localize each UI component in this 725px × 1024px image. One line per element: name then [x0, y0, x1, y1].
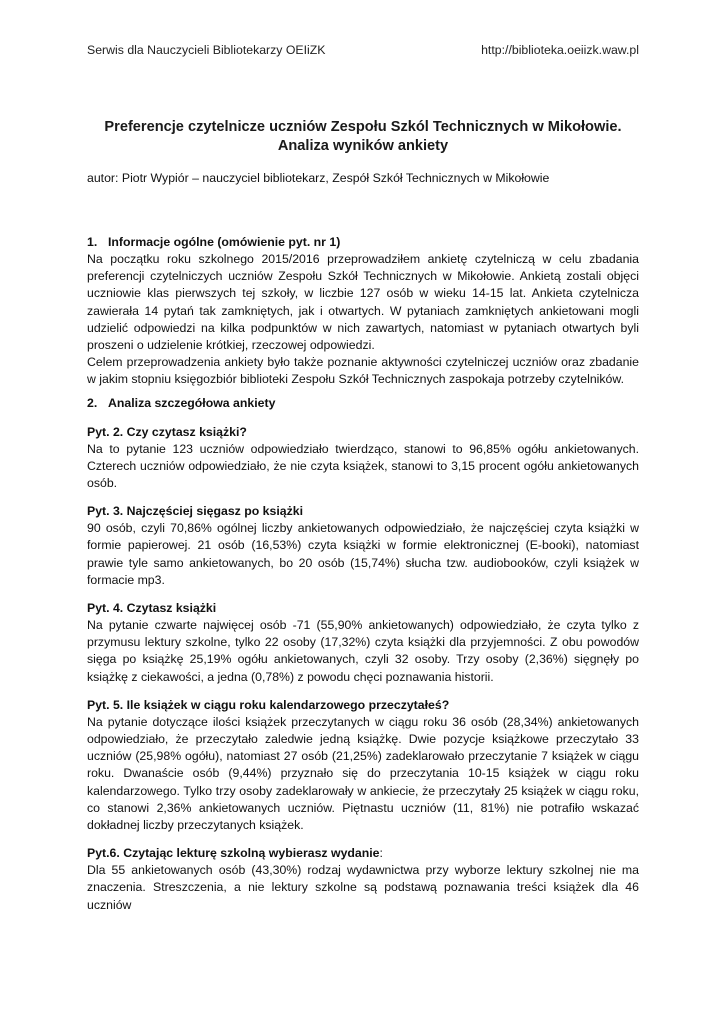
- title-line-2: Analiza wyników ankiety: [277, 138, 449, 154]
- section-2-title: Analiza szczegółowa ankiety: [108, 395, 276, 410]
- question-3-answer: 90 osób, czyli 70,86% ogólnej liczby ankietowanych odpowiedziało, że najczęściej czyta książki w formie papierowej. 21 osób (16,53%) czyta książki w formie elektronicznej (E-booki), natomiast prawie tyle samo ankietowanych, bo 20 osób (15,74%) słucha tzw. audiobooków, czyli książek w formacie mp3.: [87, 521, 639, 587]
- question-3-heading: Pyt. 3. Najczęściej sięgasz po książki: [87, 504, 303, 519]
- header-site-name: Serwis dla Nauczycieli Bibliotekarzy OEIiZK: [87, 43, 326, 57]
- question-6-heading-colon: :: [379, 846, 383, 861]
- section-2-heading: [87, 395, 639, 412]
- title-line-1: Preferencje czytelnicze uczniów Zespołu Szkól Technicznych w Mikołowie.: [104, 119, 622, 135]
- page-header: [87, 43, 639, 57]
- question-2-heading: Pyt. 2. Czy czytasz książki?: [87, 424, 247, 439]
- question-6-heading: [87, 845, 639, 862]
- section-1-paragraph-1: Na początku roku szkolnego 2015/2016 przeprowadziłem ankietę czytelniczą w celu zbadania preferencji czytelniczych uczniów Zespołu Szkół Technicznych w Mikołowie. Ankietą zostali objęci uczniowie klas pierwszych tej szkoły, w liczbie 127 osób w wieku 14-15 lat. Ankieta czytelnicza zawierała 14 pytań tak zamkniętych, jak i otwartych. W pytaniach zamkniętych ankietowani mogli udzielić odpowiedzi na kilka podpunktów w nich zawartych, natomiast w pytaniach otwartych byli proszeni o udzielenie krótkiej, rzeczowej odpowiedzi.: [87, 252, 639, 353]
- header-url: http://biblioteka.oeiizk.waw.pl: [481, 43, 639, 57]
- section-1-title: Informacje ogólne (omówienie pyt. nr 1): [108, 235, 341, 249]
- section-2-number: 2.: [87, 395, 98, 410]
- section-1-paragraph-2: Celem przeprowadzenia ankiety było także poznanie aktywności czytelniczej uczniów oraz zbadanie w jakim stopniu księgozbiór biblioteki Zespołu Szkół Technicznych zaspokaja potrzeby czytelników.: [87, 355, 639, 387]
- document-content: [87, 118, 639, 914]
- author-line: autor: Piotr Wypiór – nauczyciel bibliotekarz, Zespół Szkół Technicznych w Mikołowie: [87, 171, 550, 185]
- question-5-answer: Na pytanie dotyczące ilości książek przeczytanych w ciągu roku 36 osób (28,34%) ankietowanych odpowiedziało, że przeczytało zaledwie jedną książkę. Dwie pozycje książkowe przeczytało 33 uczniów (25,98% ogółu), natomiast 27 osób (21,25%) zadeklarowało przeczytanie 7 książek w ciągu roku. Dwanaście osób (9,44%) przyznało się do przeczytania 10-15 książek w ciągu roku kalendarzowego. Tylko trzy osoby zadeklarowały w ankiecie, że przeczytały 25 książek w ciągu roku, co stanowi 2,36% ankietowanych uczniów. Piętnastu uczniów (11, 81%) nie potrafiło wskazać dokładnej liczby przeczytanych książek.: [87, 714, 639, 833]
- question-6-heading-text: Pyt.6. Czytając lekturę szkolną wybierasz wydanie: [87, 846, 380, 861]
- question-6-answer: Dla 55 ankietowanych osób (43,30%) rodzaj wydawnictwa przy wyborze lektury szkolnej nie ma znaczenia. Streszczenia, a nie lektury szkolne są podstawą poznawania treści książek dla 46 uczniów: [87, 863, 639, 912]
- question-4-answer: Na pytanie czwarte najwięcej osób -71 (55,90% ankietowanych) odpowiedziało, że czyta tylko z przymusu lektury szkolne, tylko 22 osoby (17,32%) czyta książki dla przyjemności. Z obu powodów sięga po książkę 25,19% ogółu ankietowanych, czyli 32 osoby. Trzy osoby (2,36%) sięgnęły po książkę z ciekawości, a jedna (0,78%) z powodu chęci poznawania historii.: [87, 618, 639, 684]
- question-5-heading: Pyt. 5. Ile książek w ciągu roku kalendarzowego przeczytałeś?: [87, 697, 450, 712]
- question-4-heading: Pyt. 4. Czytasz książki: [87, 601, 217, 616]
- document-title: [87, 118, 639, 156]
- question-2-answer: Na to pytanie 123 uczniów odpowiedziało twierdząco, stanowi to 96,85% ogółu ankietowanych. Czterech uczniów odpowiedziało, że nie czyta książek, stanowi to 3,15 procent ogółu ankietowanych osób.: [87, 441, 639, 491]
- section-1-heading: [87, 234, 639, 251]
- section-1-number: 1.: [87, 235, 98, 249]
